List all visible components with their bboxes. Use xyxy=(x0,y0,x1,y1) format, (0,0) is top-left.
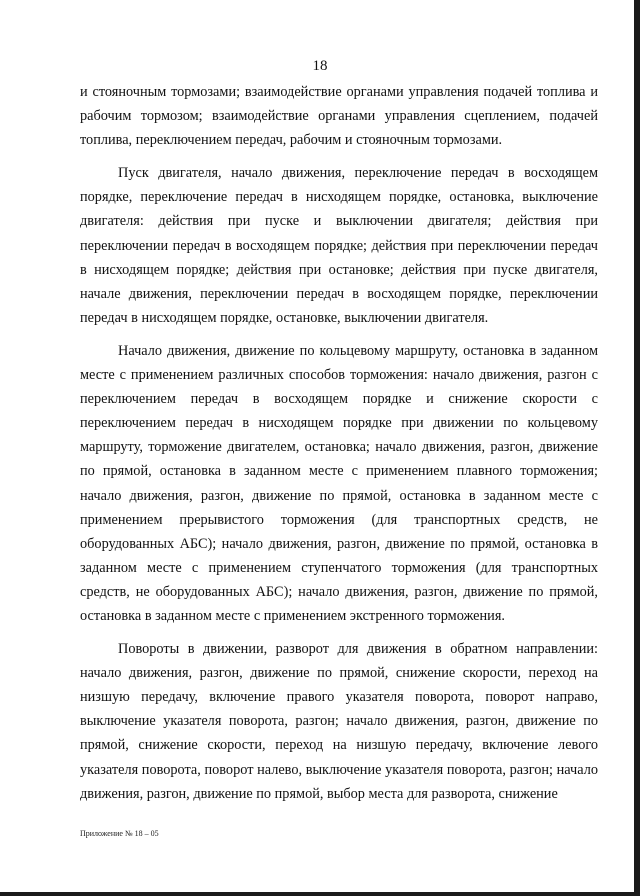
page-number: 18 xyxy=(312,58,328,74)
page-footer: Приложение № 18 – 05 xyxy=(80,829,159,838)
scan-edge-right xyxy=(634,0,640,896)
paragraph-continuation: и стояночным тормозами; взаимодействие органами управления подачей топлива и рабочим тормозом; взаимодействие органами управления сцеплением, подачей топлива, переключением передач, рабочим и стояночным тормозами. xyxy=(80,84,598,149)
paragraph-engine-start: Пуск двигателя, начало движения, переключение передач в восходящем порядке, переключение передач в нисходящем порядке, остановка, выключение двигателя: действия при пуске и выключении двигателя; действия при переключении передач в восходящем порядке; действия при переключении передач в нисходящем порядке; действия при остановке; действия при пуске двигателя, начале движения, переключении передач в восходящем порядке, переключении передач в нисходящем порядке, остановке, выключении двигателя. xyxy=(80,165,598,326)
body-text xyxy=(80,80,598,806)
paragraph-turns: Повороты в движении, разворот для движения в обратном направлении: начало движения, разгон, движение по прямой, снижение скорости, переход на низшую передачу, включение правого указателя поворота, поворот направо, выключение указателя поворота, разгон; начало движения, разгон, движение по прямой, снижение скорости, переход на низшую передачу, включение левого указателя поворота, поворот налево, выключение указателя поворота, разгон; начало движения, разгон, движение по прямой, выбор места для разворота, снижение xyxy=(80,641,598,802)
scan-edge-bottom xyxy=(0,892,640,896)
paragraph-braking: Начало движения, движение по кольцевому маршруту, остановка в заданном месте с применением различных способов торможения: начало движения, разгон с переключением передач в восходящем порядке и снижение скорости с переключением передач в нисходящем порядке при движении по кольцевому маршруту, торможение двигателем, остановка; начало движения, разгон, движение по прямой, остановка в заданном месте с применением плавного торможения; начало движения, разгон, движение по прямой, остановка в заданном месте с применением прерывистого торможения (для транспортных средств, не оборудованных АБС); начало движения, разгон, движение по прямой, остановка в заданном месте с применением ступенчатого торможения (для транспортных средств, не оборудованных АБС); начало движения, разгон, движение по прямой, остановка в заданном месте с применением экстренного торможения. xyxy=(80,342,598,624)
